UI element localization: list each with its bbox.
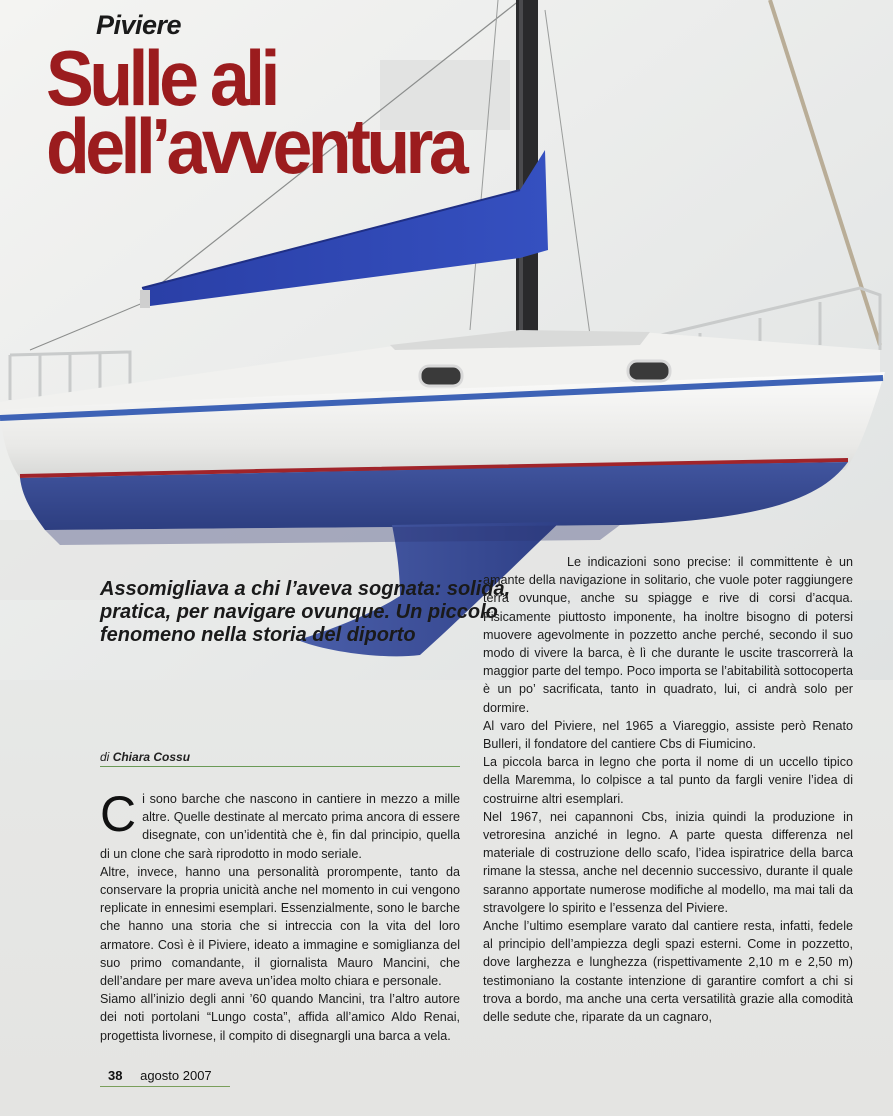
drop-cap: C bbox=[100, 786, 137, 842]
byline-prefix: di bbox=[100, 750, 110, 764]
body-paragraph bbox=[100, 786, 460, 863]
article-headline bbox=[46, 34, 524, 190]
issue-date: agosto 2007 bbox=[140, 1068, 212, 1083]
body-column-right bbox=[483, 553, 853, 1026]
page-number: 38 bbox=[108, 1068, 123, 1083]
byline bbox=[100, 750, 190, 764]
folio bbox=[108, 1068, 212, 1083]
byline-author: Chiara Cossu bbox=[112, 750, 191, 764]
body-paragraph: Altre, invece, hanno una personalità prorompente, tanto da conservare la propria unicità anche nel momento in cui vengono replicate in ennesimi esemplari. Essenzialmente, sono le barche che hanno una storia che si intreccia con la vita del loro armatore. Così è il Piviere, ideato a immagine e somiglianza del suo primo comandante, il giornalista Mauro Mancini, che dell’andare per mare aveva un’idea molto chiara e personale. bbox=[100, 864, 460, 989]
body-paragraph: Al varo del Piviere, nel 1965 a Viareggio, assiste però Renato Bulleri, il fondatore del cantiere Cbs di Fiumicino. bbox=[483, 718, 853, 752]
body-text: i sono barche che nascono in cantiere in mezzo a mille altre. Quelle destinate al mercato prima ancora di essere disegnate, con un’identità che è, fin dal principio, quella di un clone che sarà riprodotto in modo seriale. bbox=[100, 792, 460, 861]
body-paragraph: Siamo all’inizio degli anni ’60 quando Mancini, tra l’altro autore dei noti portolani “Lungo costa”, affida all’amico Aldo Renai, progettista livornese, il compito di disegnargli una barca a vela. bbox=[100, 992, 460, 1043]
folio-rule bbox=[100, 1086, 230, 1087]
body-column-left bbox=[100, 786, 460, 1045]
body-paragraph: Nel 1967, nei capannoni Cbs, inizia quindi la produzione in vetroresina anziché in legno. A parte questa differenza nel materiale di costruzione dello scafo, l’idea ispiratrice della barca rimane la stessa, anche nel decennio successivo, durante il quale saranno apportate numerose modifiche al modello, ma mai tali da stravolgere lo spirito e l’essenza del Piviere. bbox=[483, 809, 853, 915]
body-paragraph: Anche l’ultimo esemplare varato dal cantiere resta, infatti, fedele al principio dell’ampiezza degli spazi esterni. Come in pozzetto, dove larghezza e lunghezza (rispettivamente 2,10 m e 2,50 m) testimoniano la costante intenzione di garantire comfort a chi si trova a bordo, ma anche una certa versatilità grazie alla comodità delle sedute che, riparate da un cagnaro, bbox=[483, 919, 853, 1025]
body-paragraph: Le indicazioni sono precise: il committente è un amante della navigazione in solitario, che vuole poter raggiungere terra ovunque, anche su spiagge e rive di corsi d’acqua. Fisicamente piuttosto imponente, ha inoltre bisogno di potersi muovere agevolmente in pozzetto anche perché, secondo il suo modo di vivere la barca, è lì che durante le uscite trascorrerà la maggior parte del tempo. Poco importa se l’abitabilità sottocoperta è un po’ sacrificata, tanto in quadrato, lui, ci andrà solo per dormire. bbox=[483, 555, 853, 715]
body-paragraph: La piccola barca in legno che porta il nome di un uccello tipico della Maremma, lo colpisce a tal punto da fargli venire l’idea di costruirne altri esemplari. bbox=[483, 755, 853, 806]
headline-line-1: Sulle ali bbox=[46, 34, 276, 122]
section-kicker: Piviere bbox=[96, 10, 182, 40]
headline-line-2: dell’avventura bbox=[46, 102, 465, 190]
byline-rule bbox=[100, 766, 460, 767]
standfirst: Assomigliava a chi l’aveva sognata: solida, pratica, per navigare ovunque. Un piccolo fenomeno nella storia del diporto bbox=[100, 578, 511, 646]
